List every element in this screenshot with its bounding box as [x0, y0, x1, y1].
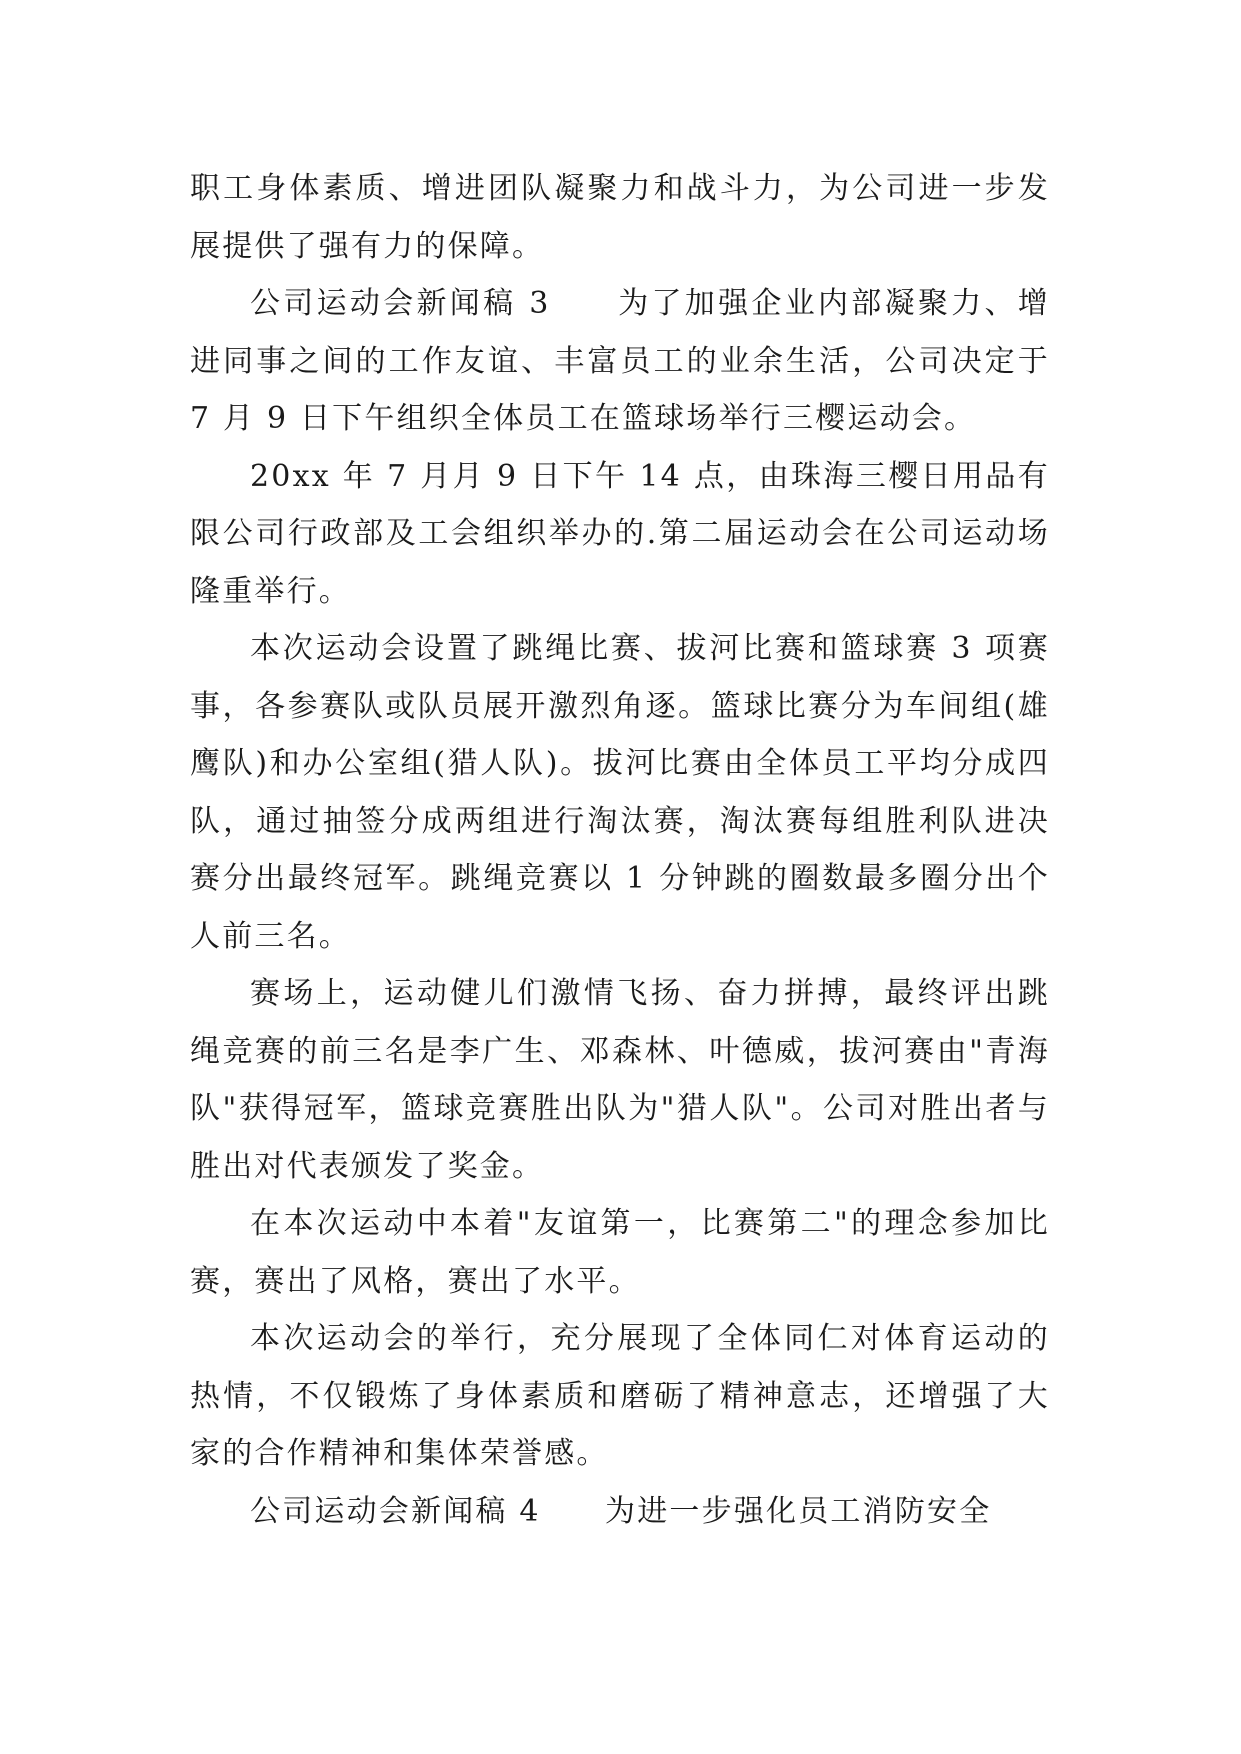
- paragraph-results: 赛场上，运动健儿们激情飞扬、奋力拼搏，最终评出跳绳竞赛的前三名是李广生、邓森林、叶德威，拔河赛由"青海队"获得冠军，篮球竞赛胜出队为"猎人队"。公司对胜出者与胜出对代表颁发了奖金。: [190, 976, 1050, 1184]
- paragraph-news-3-intro: 公司运动会新闻稿 3 为了加强企业内部凝聚力、增进同事之间的工作友谊、丰富员工的业余生活，公司决定于 7 月 9 日下午组织全体员工在篮球场举行三樱运动会。: [190, 286, 1050, 436]
- paragraph-news-4-intro: 公司运动会新闻稿 4 为进一步强化员工消防安全: [250, 1493, 992, 1529]
- document-body: [190, 160, 1050, 1540]
- paragraph-continued: 职工身体素质、增进团队凝聚力和战斗力，为公司进一步发展提供了强有力的保障。: [190, 171, 1050, 264]
- paragraph-spirit: 在本次运动中本着"友谊第一，比赛第二"的理念参加比赛，赛出了风格，赛出了水平。: [190, 1206, 1050, 1299]
- paragraph-event-time: 20xx 年 7 月月 9 日下午 14 点，由珠海三樱日用品有限公司行政部及工会组织举办的.第二届运动会在公司运动场隆重举行。: [190, 458, 1050, 609]
- paragraph-events-setup: 本次运动会设置了跳绳比赛、拔河比赛和篮球赛 3 项赛事，各参赛队或队员展开激烈角逐。篮球比赛分为车间组(雄鹰队)和办公室组(猎人队)。拔河比赛由全体员工平均分成四队，通过抽签分成两组进行淘汰赛，淘汰赛每组胜利队进决赛分出最终冠军。跳绳竞赛以 1 分钟跳的圈数最多圈分出个人前三名。: [190, 631, 1050, 954]
- paragraph-summary: 本次运动会的举行，充分展现了全体同仁对体育运动的热情，不仅锻炼了身体素质和磨砺了精神意志，还增强了大家的合作精神和集体荣誉感。: [190, 1321, 1050, 1471]
